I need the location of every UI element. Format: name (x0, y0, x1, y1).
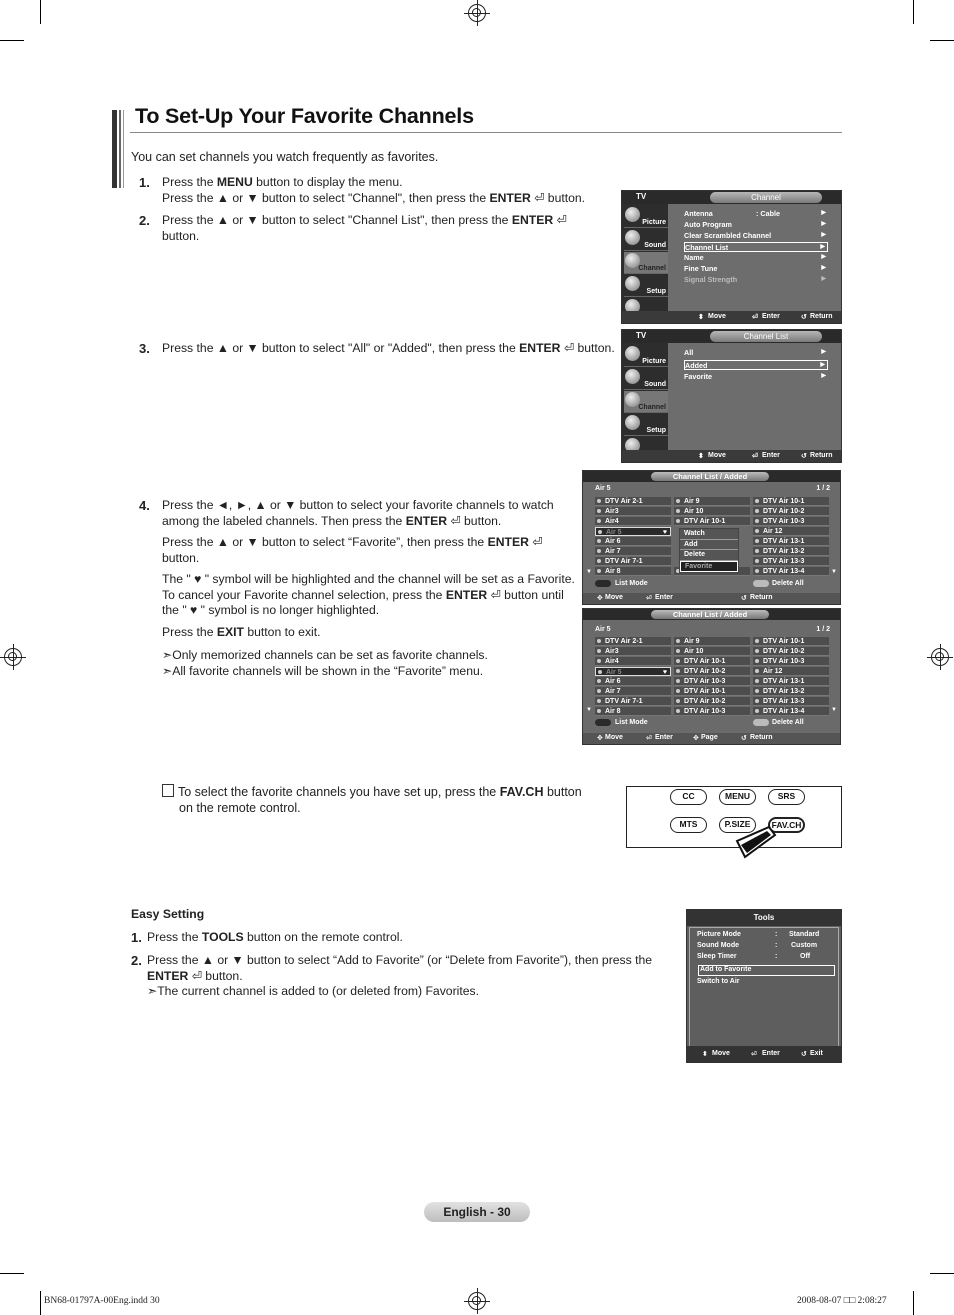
tools-menu-screen (686, 909, 842, 1063)
note-icon (162, 784, 174, 797)
enter-icon: ⏎ (188, 968, 202, 983)
note-arrow-icon: ➣ (147, 984, 158, 998)
channel-cell[interactable]: Air 8 (595, 707, 671, 716)
channel-cell[interactable]: DTV Air 10-3 (753, 517, 829, 526)
menu-content (668, 204, 841, 311)
channel-cell[interactable]: DTV Air 10-1 (674, 687, 750, 696)
setup-icon (625, 276, 640, 291)
scroll-down-icon[interactable]: ▼ (586, 707, 592, 713)
current-channel: Air 5 (595, 485, 611, 492)
easy-setting-heading: Easy Setting (131, 907, 205, 921)
menu-tab: Channel (710, 192, 822, 203)
sidebar-item-picture[interactable]: Picture (624, 345, 668, 367)
tools-item-switch-to-air[interactable]: Switch to Air (697, 978, 740, 985)
channel-cell[interactable]: DTV Air 13-4 (753, 707, 829, 716)
channel-cell[interactable]: Air4 (595, 517, 671, 526)
channel-cell[interactable]: Air 8 (595, 567, 671, 576)
pointer-finger-icon (727, 821, 797, 867)
crop-mark (913, 1291, 914, 1315)
arrow-right-icon: ▶ (820, 244, 825, 250)
step-number: 3. (139, 341, 150, 356)
footer-timestamp: 2008-08-07 □□ 2:08:27 (797, 1296, 887, 1306)
step-2-text: Press the ▲ or ▼ button to select "Channel List", then press the ENTER ⏎ button. (162, 213, 567, 243)
move-icon: ✥ (597, 735, 603, 742)
note-arrow-icon: ➣ (162, 663, 173, 678)
channel-cell[interactable]: Air 6 (595, 537, 671, 546)
menu-tab: Channel List (710, 331, 822, 342)
menu-sidebar (622, 343, 668, 450)
registration-mark-icon (931, 648, 949, 666)
return-icon: ↺ (801, 314, 807, 321)
channel-cell[interactable]: DTV Air 13-4 (753, 567, 829, 576)
channel-cell[interactable]: Air 12 (753, 667, 829, 676)
channel-cell[interactable]: DTV Air 2-1 (595, 637, 671, 646)
easy-step-2-text: Press the ▲ or ▼ button to select “Add to Favorite” (or “Delete from Favorite”), then press the ENTER ⏎ button. ➣The current channel is added to (or deleted from) Favorites. (147, 953, 653, 998)
channel-cell[interactable]: DTV Air 2-1 (595, 497, 671, 506)
menu-footer: ⬍ Move ⏎ Enter ↺ Return (622, 311, 841, 323)
arrow-right-icon: ▶ (821, 265, 826, 271)
favorite-heart-icon: ♥ (662, 529, 667, 536)
channel-cell[interactable]: DTV Air 10-2 (674, 697, 750, 706)
title-bar-decoration (112, 110, 126, 188)
tools-item-sound-mode[interactable]: Sound Mode : Custom (697, 942, 818, 949)
menu-item-auto-program[interactable]: Auto Program ▶ (684, 220, 826, 229)
red-button-icon (595, 580, 611, 587)
psize-button[interactable]: P.SIZE (719, 817, 756, 833)
channel-cell[interactable]: Air 9 (674, 497, 750, 506)
tools-title: Tools (753, 913, 775, 922)
channel-cell[interactable]: DTV Air 10-2 (753, 507, 829, 516)
channel-list-title: Channel List / Added (651, 472, 769, 481)
step-number: 4. (139, 498, 150, 513)
return-icon: ↺ (741, 595, 747, 602)
note-arrow-icon: ➣ (162, 648, 173, 662)
sound-icon (625, 230, 640, 245)
favorite-heart-icon: ♥ (662, 669, 667, 676)
enter-icon: ⏎ (646, 735, 652, 742)
arrow-right-icon: ▶ (821, 254, 826, 260)
popup-item-favorite[interactable]: Favorite (680, 561, 738, 573)
channel-cell[interactable]: DTV Air 10-1 (674, 517, 750, 526)
crop-mark (930, 40, 954, 41)
sidebar-item-setup[interactable]: Setup (624, 414, 668, 436)
channel-cell[interactable]: DTV Air 10-3 (674, 707, 750, 716)
step-number: 2. (139, 213, 150, 228)
menu-item-clear-scrambled[interactable]: Clear Scrambled Channel ▶ (684, 231, 826, 240)
sidebar-item-channel[interactable]: Channel (624, 252, 668, 274)
channel-cell[interactable]: Air 5 ♥ (595, 527, 671, 536)
enter-icon: ⏎ (447, 513, 461, 528)
channel-cell[interactable]: DTV Air 10-1 (753, 637, 829, 646)
channel-menu-screen (621, 190, 842, 324)
crop-mark (0, 1273, 24, 1274)
menu-item-name[interactable]: Name ▶ (684, 253, 826, 262)
crop-mark (0, 40, 24, 41)
channel-cell[interactable]: Air 7 (595, 547, 671, 556)
scroll-down-icon[interactable]: ▼ (831, 707, 837, 713)
tools-item-picture-mode[interactable]: Picture Mode : Standard (697, 931, 820, 938)
picture-icon (625, 346, 640, 361)
channel-cell[interactable]: Air4 (595, 657, 671, 666)
channel-cell[interactable]: Air 12 (753, 527, 829, 536)
footer-file-name: BN68-01797A-00Eng.indd 30 (44, 1296, 160, 1306)
enter-icon: ⏎ (560, 341, 575, 355)
green-button-icon (753, 719, 769, 726)
srs-button[interactable]: SRS (768, 789, 805, 805)
arrow-right-icon: ▶ (821, 232, 826, 238)
return-icon: ↺ (741, 735, 747, 742)
menu-item-all[interactable]: All ▶ (684, 348, 826, 357)
sidebar-item-setup[interactable]: Setup (624, 275, 668, 297)
channel-cell[interactable]: Air 5 ♥ (595, 667, 671, 676)
popup-item-watch[interactable]: Watch (680, 529, 738, 540)
tools-item-add-to-favorite[interactable]: Add to Favorite (698, 965, 835, 976)
menu-footer: ⬍ Move ⏎ Enter ↺ Return (622, 450, 841, 462)
channel-cell[interactable]: DTV Air 13-2 (753, 547, 829, 556)
channel-list-screen-popup (582, 470, 841, 605)
fav-note: To select the favorite channels you have set up, press the FAV.CH button on the remote control. (162, 784, 612, 816)
sidebar-item-picture[interactable]: Picture (624, 206, 668, 228)
menu-item-favorite[interactable]: Favorite ▶ (684, 372, 826, 381)
page-title: To Set-Up Your Favorite Channels (135, 104, 474, 128)
menu-content (668, 343, 841, 450)
arrow-right-icon: ▶ (821, 210, 826, 216)
arrow-right-icon: ▶ (821, 373, 826, 379)
picture-icon (625, 207, 640, 222)
crop-mark (40, 1291, 41, 1315)
channel-cell[interactable]: Air 6 (595, 677, 671, 686)
easy-step-1-text: Press the TOOLS button on the remote control. (147, 930, 403, 944)
registration-mark-icon (4, 648, 22, 666)
menu-sidebar (622, 204, 668, 311)
sidebar-item-sound[interactable]: Sound (624, 368, 668, 390)
channel-cell[interactable]: Air 9 (674, 637, 750, 646)
menu-item-antenna[interactable]: Antenna : Cable ▶ (684, 209, 826, 218)
menu-button[interactable]: MENU (719, 789, 756, 805)
enter-icon: ⏎ (487, 587, 501, 602)
channel-cell[interactable]: DTV Air 13-2 (753, 687, 829, 696)
registration-mark-icon (468, 4, 486, 22)
crop-mark (913, 0, 914, 24)
channel-list-menu-screen (621, 329, 842, 463)
channel-list-mode-bar: List Mode Delete All (583, 579, 840, 590)
red-button-icon (595, 719, 611, 726)
channel-cell[interactable]: Air 7 (595, 687, 671, 696)
enter-icon: ⏎ (646, 595, 652, 602)
channel-cell[interactable]: DTV Air 7-1 (595, 697, 671, 706)
channel-cell[interactable]: Air 10 (674, 647, 750, 656)
move-icon: ✥ (597, 595, 603, 602)
move-icon: ⬍ (698, 453, 704, 460)
registration-mark-icon (468, 1292, 486, 1310)
cc-button[interactable]: CC (670, 789, 707, 805)
channel-cell[interactable]: Air3 (595, 507, 671, 516)
channel-list-footer: ✥ Move ⏎ Enter ✥ Page ↺ Return (583, 733, 840, 744)
channel-cell[interactable]: DTV Air 10-2 (674, 667, 750, 676)
favch-button[interactable]: FAV.CH (768, 817, 805, 833)
menu-item-channel-list[interactable]: Channel List ▶ (684, 242, 828, 252)
enter-icon: ⏎ (530, 190, 545, 205)
sidebar-item-channel[interactable]: Channel (624, 391, 668, 413)
channel-list-footer: ✥ Move ⏎ Enter ↺ Return (583, 593, 840, 604)
tv-label: TV (636, 192, 647, 201)
return-icon: ↺ (801, 453, 807, 460)
enter-icon: ⏎ (751, 1051, 757, 1058)
channel-cell[interactable]: DTV Air 10-3 (674, 677, 750, 686)
channel-cell[interactable]: DTV Air 10-1 (753, 497, 829, 506)
sound-icon (625, 369, 640, 384)
channel-list-mode-bar: List Mode Delete All (583, 718, 840, 729)
menu-item-fine-tune[interactable]: Fine Tune ▶ (684, 264, 826, 273)
arrow-right-icon: ▶ (821, 221, 826, 227)
menu-item-added[interactable]: Added ▶ (684, 360, 828, 370)
current-channel: Air 5 (595, 626, 611, 633)
enter-icon: ⏎ (528, 535, 543, 549)
channel-cell[interactable]: DTV Air 7-1 (595, 557, 671, 566)
move-icon: ⬍ (702, 1051, 708, 1058)
page-indicator: 1 / 2 (816, 626, 830, 633)
step-number: 1. (131, 930, 142, 945)
menu-item-signal-strength[interactable]: Signal Strength ▶ (684, 275, 826, 284)
step-1-text: Press the MENU button to display the menu. Press the ▲ or ▼ button to select "Channel", then press the ENTER ⏎ button. (162, 175, 586, 205)
channel-cell[interactable]: DTV Air 10-3 (753, 657, 829, 666)
scroll-down-icon[interactable]: ▼ (586, 569, 592, 575)
setup-icon (625, 415, 640, 430)
arrow-right-icon: ▶ (820, 362, 825, 368)
crop-mark (40, 0, 41, 24)
enter-icon: ⏎ (553, 213, 567, 227)
tools-footer: ⬍ Move ⏎ Enter ↺ Exit (687, 1046, 841, 1062)
enter-icon: ⏎ (752, 314, 758, 321)
title-rule (130, 132, 842, 133)
intro-text: You can set channels you watch frequently as favorites. (131, 150, 439, 164)
return-icon: ↺ (801, 1051, 807, 1058)
remote-control-illustration (626, 786, 842, 848)
crop-mark (930, 1273, 954, 1274)
channel-cell[interactable]: DTV Air 13-1 (753, 677, 829, 686)
tv-label: TV (636, 331, 647, 340)
channel-cell[interactable]: Air3 (595, 647, 671, 656)
green-button-icon (753, 580, 769, 587)
enter-icon: ⏎ (752, 453, 758, 460)
channel-cell[interactable]: DTV Air 13-1 (753, 537, 829, 546)
step-4-text: Press the ◄, ►, ▲ or ▼ button to select your favorite channels to watch among the labeled channels. Then press the ENTER ⏎ button. Press the ▲ or ▼ button to select “Favorite”, then press the ENTER ⏎ button. The " ♥ " symbol will be highlighted and the channel will be set as a Favorite. To cancel your Favorite channel selection, press the ENTER ⏎ button until the " ♥ " symbol is no longer highlighted. Press the EXIT button to exit. ➣Only memorized channels can be set as favorite channels. ➣All favorite channels will be shown in the “Favorite” menu. (162, 498, 575, 678)
channel-action-popup (679, 528, 739, 573)
channel-cell[interactable]: DTV Air 10-1 (674, 657, 750, 666)
popup-item-delete[interactable]: Delete (680, 550, 738, 561)
channel-cell[interactable]: DTV Air 13-3 (753, 557, 829, 566)
popup-item-add[interactable]: Add (680, 540, 738, 551)
step-number: 1. (139, 175, 150, 190)
tools-item-sleep-timer[interactable]: Sleep Timer : Off (697, 953, 811, 960)
channel-cell[interactable]: DTV Air 13-3 (753, 697, 829, 706)
sidebar-item-sound[interactable]: Sound (624, 229, 668, 251)
step-3-text: Press the ▲ or ▼ button to select "All" or "Added", then press the ENTER ⏎ button. (162, 341, 615, 355)
page-icon: ✥ (693, 735, 699, 742)
scroll-down-icon[interactable]: ▼ (831, 569, 837, 575)
channel-list-title: Channel List / Added (651, 610, 769, 619)
channel-cell[interactable]: Air 10 (674, 507, 750, 516)
channel-list-screen (582, 608, 841, 745)
mts-button[interactable]: MTS (670, 817, 707, 833)
step-number: 2. (131, 953, 142, 968)
arrow-right-icon: ▶ (821, 276, 826, 282)
channel-cell[interactable]: DTV Air 10-2 (753, 647, 829, 656)
move-icon: ⬍ (698, 314, 704, 321)
page-number: English - 30 (424, 1202, 530, 1222)
arrow-right-icon: ▶ (821, 349, 826, 355)
page-indicator: 1 / 2 (816, 485, 830, 492)
